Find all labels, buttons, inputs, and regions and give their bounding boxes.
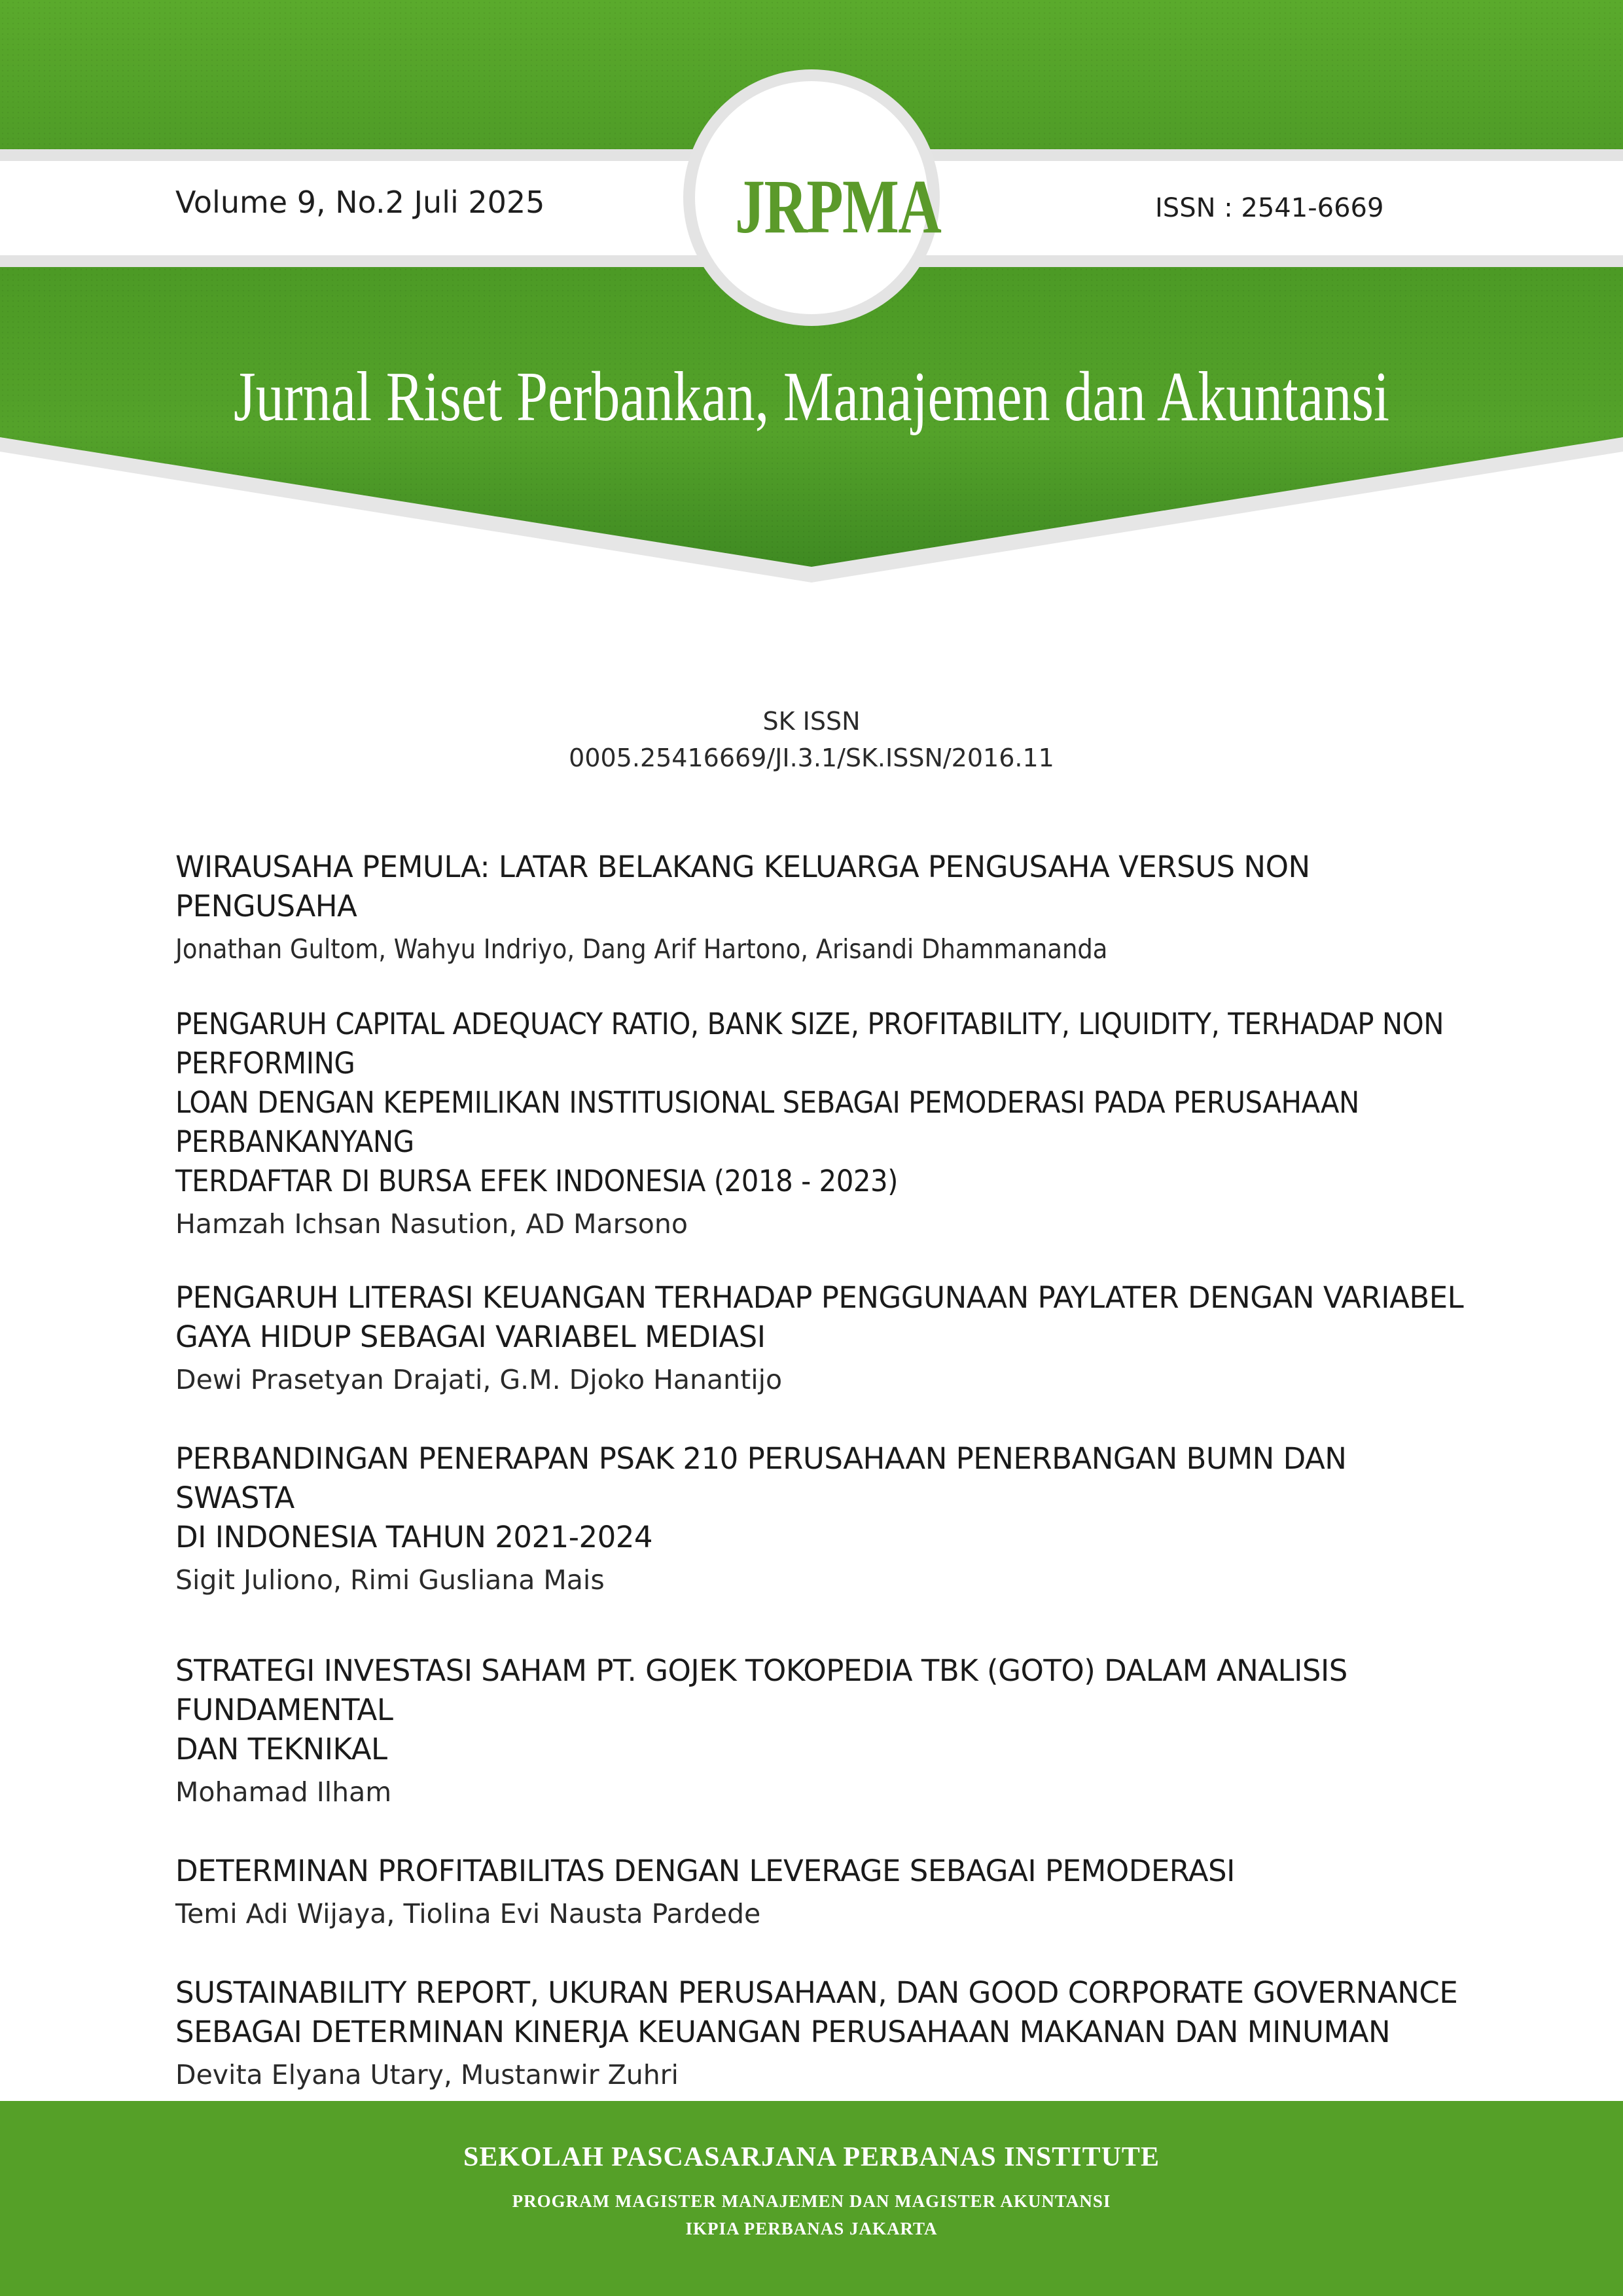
article-authors: Mohamad Ilham — [175, 1776, 392, 1808]
article-title — [175, 1439, 1465, 1557]
article-title-line: STRATEGI INVESTASI SAHAM PT. GOJEK TOKOPEDIA TBK (GOTO) DALAM ANALISIS FUNDAMENTAL — [175, 1653, 1347, 1727]
table-of-contents — [175, 848, 1465, 2094]
article-title-line: GAYA HIDUP SEBAGAI VARIABEL MEDIASI — [175, 1319, 766, 1354]
cover-header — [0, 0, 1623, 589]
article-title-line: DI INDONESIA TAHUN 2021-2024 — [175, 1520, 653, 1554]
sk-issn-block — [0, 703, 1623, 776]
journal-title: Jurnal Riset Perbankan, Manajemen dan Akuntansi — [233, 358, 1389, 436]
article-authors: Hamzah Ichsan Nasution, AD Marsono — [175, 1208, 688, 1240]
article-authors: Temi Adi Wijaya, Tiolina Evi Nausta Pardede — [175, 1898, 761, 1929]
footer-ikpia: IKPIA PERBANAS JAKARTA — [685, 2219, 938, 2238]
article-entry — [175, 1852, 1465, 1933]
article-title — [175, 848, 1465, 926]
article-title — [175, 1278, 1465, 1357]
article-authors: Devita Elyana Utary, Mustanwir Zuhri — [175, 2059, 679, 2090]
article-authors: Sigit Juliono, Rimi Gusliana Mais — [175, 1564, 605, 1596]
header-graphic — [0, 0, 1623, 589]
article-title — [175, 1651, 1465, 1769]
article-entry — [175, 848, 1465, 968]
volume-issue: Volume 9, No.2 Juli 2025 — [175, 185, 545, 220]
issn-number: ISSN : 2541-6669 — [1155, 193, 1384, 223]
footer-institution: SEKOLAH PASCASARJANA PERBANAS INSTITUTE — [463, 2142, 1160, 2172]
article-authors: Jonathan Gultom, Wahyu Indriyo, Dang Arif Hartono, Arisandi Dhammananda — [175, 933, 1108, 965]
article-title — [175, 1852, 1465, 1891]
article-entry — [175, 1005, 1465, 1243]
article-title — [175, 1973, 1465, 2052]
footer-program: PROGRAM MAGISTER MANAJEMEN DAN MAGISTER AKUNTANSI — [512, 2191, 1111, 2211]
article-entry — [175, 1439, 1465, 1599]
article-authors: Dewi Prasetyan Drajati, G.M. Djoko Hanantijo — [175, 1364, 783, 1395]
sk-issn-label: SK ISSN — [762, 707, 861, 736]
article-title-line: DAN TEKNIKAL — [175, 1732, 387, 1767]
article-title-line: TERDAFTAR DI BURSA EFEK INDONESIA (2018 - 2023) — [175, 1164, 899, 1198]
article-title-line: DETERMINAN PROFITABILITAS DENGAN LEVERAGE SEBAGAI PEMODERASI — [175, 1854, 1235, 1888]
article-title-line: PENGARUH CAPITAL ADEQUACY RATIO, BANK SIZE, PROFITABILITY, LIQUIDITY, TERHADAP NON PERFORMING — [175, 1007, 1444, 1081]
journal-logo: JRPMA — [735, 164, 941, 249]
article-title-line: PERBANDINGAN PENERAPAN PSAK 210 PERUSAHAAN PENERBANGAN BUMN DAN SWASTA — [175, 1441, 1347, 1515]
article-title-line: SUSTAINABILITY REPORT, UKURAN PERUSAHAAN, DAN GOOD CORPORATE GOVERNANCE — [175, 1975, 1458, 2010]
sk-issn-number: 0005.25416669/JI.3.1/SK.ISSN/2016.11 — [569, 744, 1054, 772]
article-title-line: PENGARUH LITERASI KEUANGAN TERHADAP PENGGUNAAN PAYLATER DENGAN VARIABEL — [175, 1280, 1464, 1315]
article-entry — [175, 1651, 1465, 1811]
article-entry — [175, 1278, 1465, 1399]
article-title — [175, 1005, 1466, 1201]
article-title-line: LOAN DENGAN KEPEMILIKAN INSTITUSIONAL SEBAGAI PEMODERASI PADA PERUSAHAAN PERBANKANYANG — [175, 1085, 1359, 1159]
article-entry — [175, 1973, 1465, 2094]
article-title-line: WIRAUSAHA PEMULA: LATAR BELAKANG KELUARGA PENGUSAHA VERSUS NON PENGUSAHA — [175, 850, 1310, 924]
article-title-line: SEBAGAI DETERMINAN KINERJA KEUANGAN PERUSAHAAN MAKANAN DAN MINUMAN — [175, 2015, 1391, 2049]
cover-footer — [0, 2101, 1623, 2296]
